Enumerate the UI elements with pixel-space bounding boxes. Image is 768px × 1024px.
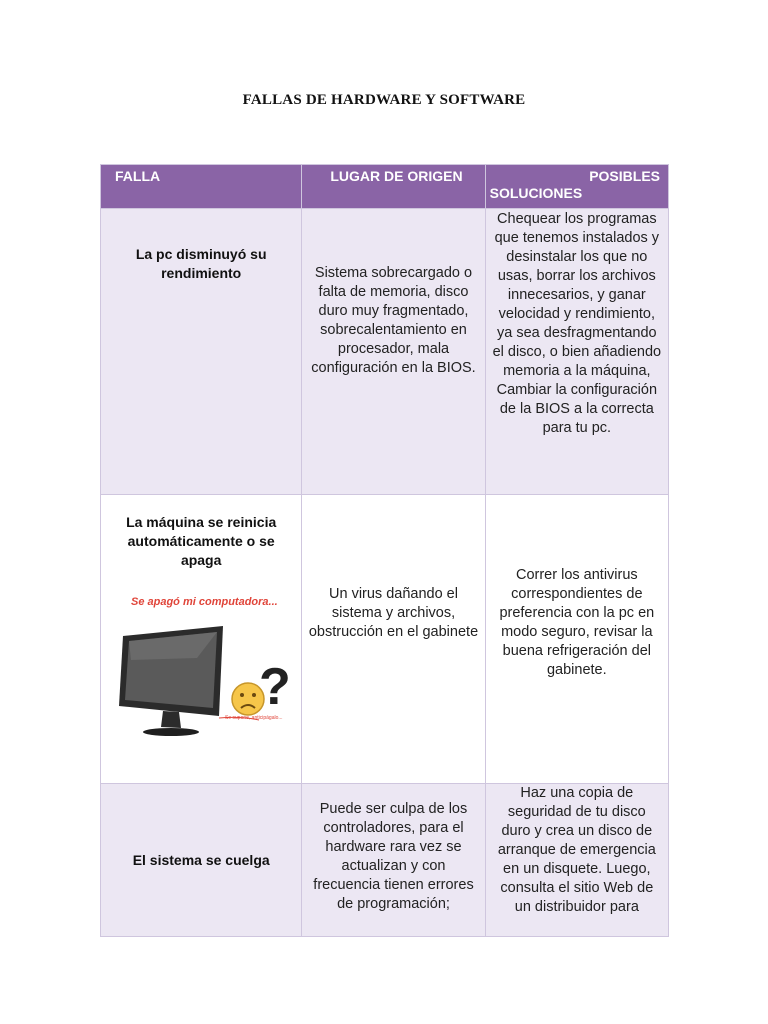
soluciones-cell <box>485 209 668 495</box>
table-row <box>101 209 669 495</box>
question-mark-icon: ? <box>259 658 291 716</box>
table-row <box>101 784 669 937</box>
header-falla: FALLA <box>101 165 302 209</box>
document-title: FALLAS DE HARDWARE Y SOFTWARE <box>242 92 526 108</box>
soluciones-cell <box>485 495 668 784</box>
header-soluciones-line1: POSIBLES <box>589 168 660 184</box>
soluciones-cell <box>485 784 668 937</box>
falla-text: La pc disminuyó su rendimiento <box>135 246 267 281</box>
origen-text: Sistema sobrecargado o falta de memoria, disco duro muy fragmentado, sobrecalentamiento en procesador, mala configuración en la BIOS. <box>311 265 476 376</box>
origen-cell <box>302 209 485 495</box>
monitor-neck <box>161 711 181 728</box>
falla-text: El sistema se cuelga <box>132 851 270 868</box>
monitor-base <box>143 728 199 736</box>
falla-cell <box>101 784 302 937</box>
table-row <box>101 495 669 784</box>
origen-text: Puede ser culpa de los controladores, para el hardware rara vez se actualizan y con frecuencia tienen errores de programación; <box>313 801 474 912</box>
table-header-row <box>101 165 669 209</box>
header-soluciones <box>485 165 668 209</box>
soluciones-text: Chequear los programas que tenemos instalados y desinstalar los que no usas, borrar los archivos innecesarios, y ganar velocidad y rendimiento, ya sea desfragmentando el disco, o bien añadiendo memoria a la máquina, Cambiar la configuración de la BIOS a la correcta para tu pc. <box>492 211 662 436</box>
falla-cell <box>101 209 302 495</box>
origen-text: Un virus dañando el sistema y archivos, obstrucción en el gabinete <box>308 586 479 640</box>
origen-cell <box>302 495 485 784</box>
illustration-small-caption: Se supone, anticipágalo... <box>225 715 283 721</box>
falla-text: La máquina se reinicia automáticamente o se apaga <box>126 514 277 568</box>
soluciones-text: Haz una copia de seguridad de tu disco duro y crea un disco de arranque de emergencia en un disquete. Luego, consulta el sitio Web de un distribuidor para <box>497 785 656 915</box>
falla-cell <box>101 495 302 784</box>
monitor-image <box>101 588 301 748</box>
soluciones-text: Correr los antivirus correspondientes de preferencia con la pc en modo seguro, revisar la buena refrigeración del gabinete. <box>499 567 655 678</box>
faults-table <box>100 164 669 937</box>
header-soluciones-line2: SOLUCIONES <box>489 185 583 201</box>
header-origen: LUGAR DE ORIGEN <box>302 165 485 209</box>
monitor-illustration <box>101 588 301 748</box>
origen-cell <box>302 784 485 937</box>
illustration-caption: Se apagó mi computadora... <box>131 596 278 608</box>
